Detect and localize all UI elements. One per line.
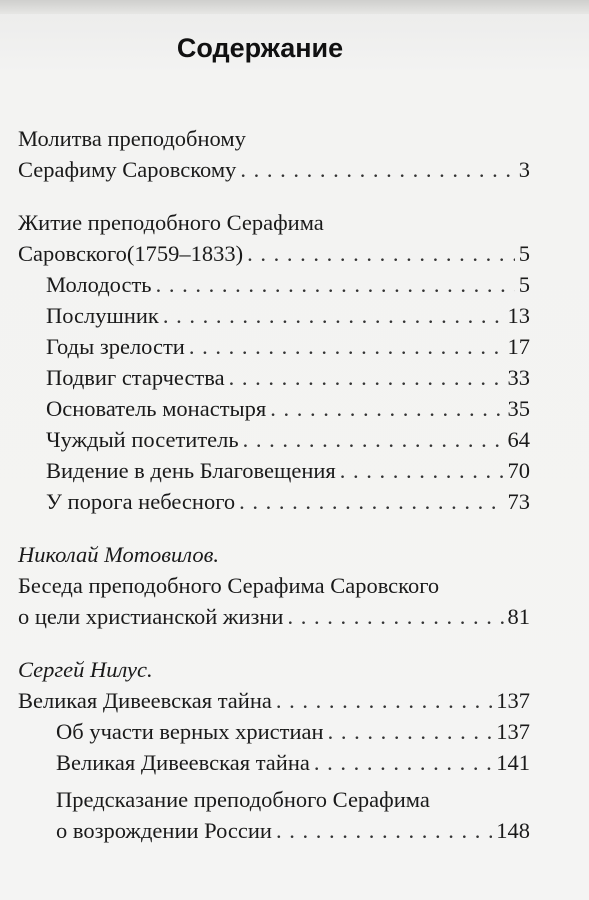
dot-leader (270, 393, 503, 424)
dot-leader (247, 238, 515, 269)
toc-entry-title: Серафиму Саровскому (18, 157, 237, 182)
dot-leader (239, 486, 503, 517)
dot-leader (189, 331, 504, 362)
toc-page-number: 73 (507, 489, 530, 514)
toc-entry-title: Основатель монастыря (46, 396, 267, 421)
toc-entry-title: Великая Дивеевская тайна (56, 750, 310, 775)
toc-entry-title: Годы зрелости (46, 334, 185, 359)
toc-entry-title: Саровского(1759–1833) (18, 241, 244, 266)
toc-subentry[interactable] (18, 269, 530, 300)
toc-subentry[interactable] (18, 362, 530, 393)
section-author: Николай Мотовилов. (18, 542, 219, 567)
page-title: Содержание (176, 33, 344, 63)
toc-page-number: 81 (507, 604, 530, 629)
dot-leader (229, 362, 504, 393)
toc-entry-title: Подвиг старчества (46, 365, 225, 390)
toc-page-number: 35 (507, 396, 530, 421)
toc-subentry[interactable] (18, 716, 530, 747)
toc-entry-title: Чуждый посетитель (46, 427, 239, 452)
toc-entry-title-line: Житие преподобного Серафима (18, 210, 324, 235)
toc-subentry[interactable] (18, 331, 530, 362)
toc-entry-title-line: Предсказание преподобного Серафима (56, 787, 430, 812)
toc-subentry[interactable] (18, 300, 530, 331)
toc-entry-title-line: Молитва преподобному (18, 126, 246, 151)
toc-page-number: 70 (507, 458, 530, 483)
dot-leader (287, 601, 503, 632)
dot-leader (328, 716, 493, 747)
toc-subentry[interactable] (18, 424, 530, 455)
dot-leader (276, 815, 492, 846)
toc-page-number: 137 (496, 688, 530, 713)
toc-page-number: 3 (518, 157, 530, 182)
toc-subentry[interactable] (18, 486, 530, 517)
toc-page-number: 148 (496, 818, 530, 843)
toc-entry-title: Видение в день Благовещения (46, 458, 336, 483)
table-of-contents (18, 123, 530, 846)
toc-entry-title-line: Беседа преподобного Серафима Саровского (18, 573, 440, 598)
section-author: Сергей Нилус. (18, 657, 153, 682)
toc-entry-title: о цели христианской жизни (18, 604, 284, 629)
toc-entry[interactable] (18, 685, 530, 716)
toc-page-number: 33 (507, 365, 530, 390)
dot-leader (156, 269, 515, 300)
page-top-edge (0, 0, 589, 14)
toc-entry-title: Об участи верных христиан (56, 719, 324, 744)
toc-entry-title: Великая Дивеевская тайна (18, 688, 272, 713)
toc-page-number: 17 (507, 334, 530, 359)
toc-page-number: 5 (518, 241, 530, 266)
toc-entry[interactable] (18, 238, 530, 269)
dot-leader (276, 685, 492, 716)
toc-subentry[interactable] (18, 747, 530, 778)
dot-leader (240, 154, 514, 185)
toc-subentry[interactable] (18, 393, 530, 424)
toc-page-number: 13 (507, 303, 530, 328)
toc-entry-title: Послушник (46, 303, 159, 328)
toc-page-number: 137 (496, 719, 530, 744)
dot-leader (314, 747, 492, 778)
toc-entry[interactable] (18, 601, 530, 632)
dot-leader (340, 455, 504, 486)
toc-page-number: 64 (507, 427, 530, 452)
toc-page-number: 141 (496, 750, 530, 775)
toc-subentry[interactable] (18, 815, 530, 846)
dot-leader (163, 300, 504, 331)
toc-entry[interactable] (18, 154, 530, 185)
toc-subentry[interactable] (18, 455, 530, 486)
toc-entry-title: У порога небесного (46, 489, 236, 514)
dot-leader (243, 424, 504, 455)
toc-page-number: 5 (518, 272, 530, 297)
toc-entry-title: Молодость (46, 272, 152, 297)
toc-entry-title: о возрождении России (56, 818, 272, 843)
